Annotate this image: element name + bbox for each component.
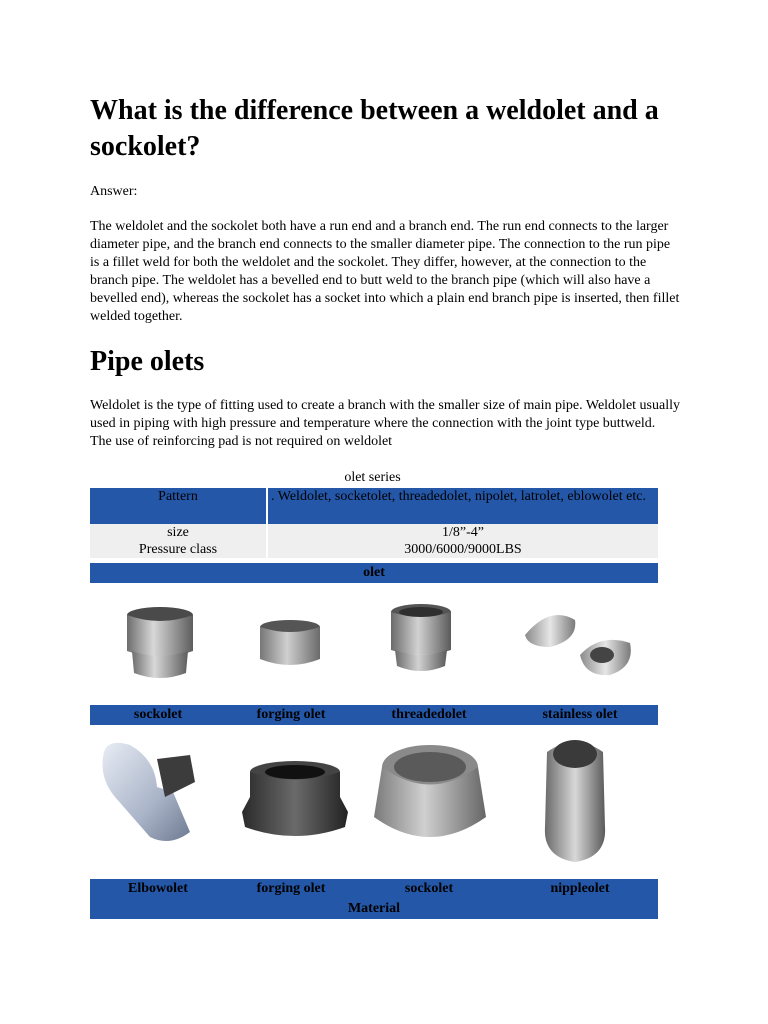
row1-label-bar [90,705,658,725]
table-row [90,488,658,524]
table-caption: olet series [344,470,401,485]
material-header-bar [90,899,658,919]
answer-label: Answer: [90,184,138,199]
weldolet-paragraph: Weldolet is the type of fitting used to create a branch with the smaller size of main pipe. Weldolet usually used in piping with high pressure and temperature where the connection with the joint type buttweld. The use of reinforcing pad is not required on weldolet [90,398,680,449]
pressure-label: Pressure class [90,541,267,558]
label-elbowolet: Elbowolet [128,881,188,896]
forging-olet-image [255,617,325,672]
olet-header-bar [90,563,658,583]
label-sockolet-2: sockolet [404,881,454,896]
pressure-value: 3000/6000/9000LBS [267,541,658,558]
pattern-value: . Weldolet, socketolet, threadedolet, nipolet, latrolet, eblowolet etc. [267,488,658,524]
size-value: 1/8”-4” [267,524,658,541]
image-row-2 [90,727,658,877]
page-heading: What is the difference between a weldolet and a sockolet? [90,95,659,162]
elbowolet-image [95,737,205,847]
pattern-label: Pattern [90,488,267,524]
label-sockolet: sockolet [133,707,183,722]
sockolet-large-image [368,742,493,857]
size-label: size [90,524,267,541]
table-row [90,541,658,558]
label-threadedolet: threadedolet [391,707,467,722]
stainless-olet-image [520,605,640,680]
label-nippleolet: nippleolet [550,881,610,896]
table-row [90,524,658,541]
threadedolet-image [385,600,457,675]
material-header-label: Material [347,901,401,916]
sockolet-image [120,603,200,683]
label-forging-olet-2: forging olet [256,881,326,896]
nippleolet-image [535,732,615,867]
row2-label-bar [90,879,658,899]
label-stainless-olet: stainless olet [542,707,618,722]
answer-paragraph: The weldolet and the sockolet both have a run end and a branch end. The run end connects to the larger diameter pipe, and the branch end connects to the smaller diameter pipe. The connection to the run pipe is a fillet weld for both the weldolet and the sockolet. They differ, however, at the connection to the branch pipe. The weldolet has a bevelled end to butt weld to the branch pipe (which will also have a bevelled end), whereas the sockolet has a socket into which a plain end branch pipe is inserted, then fillet welded together. [90,219,680,324]
spec-table [90,488,658,558]
forging-olet-dark-image [240,757,350,842]
olet-header-label: olet [363,565,385,580]
image-row-1 [90,595,658,700]
section-title: Pipe olets [90,346,205,377]
label-forging-olet: forging olet [256,707,326,722]
